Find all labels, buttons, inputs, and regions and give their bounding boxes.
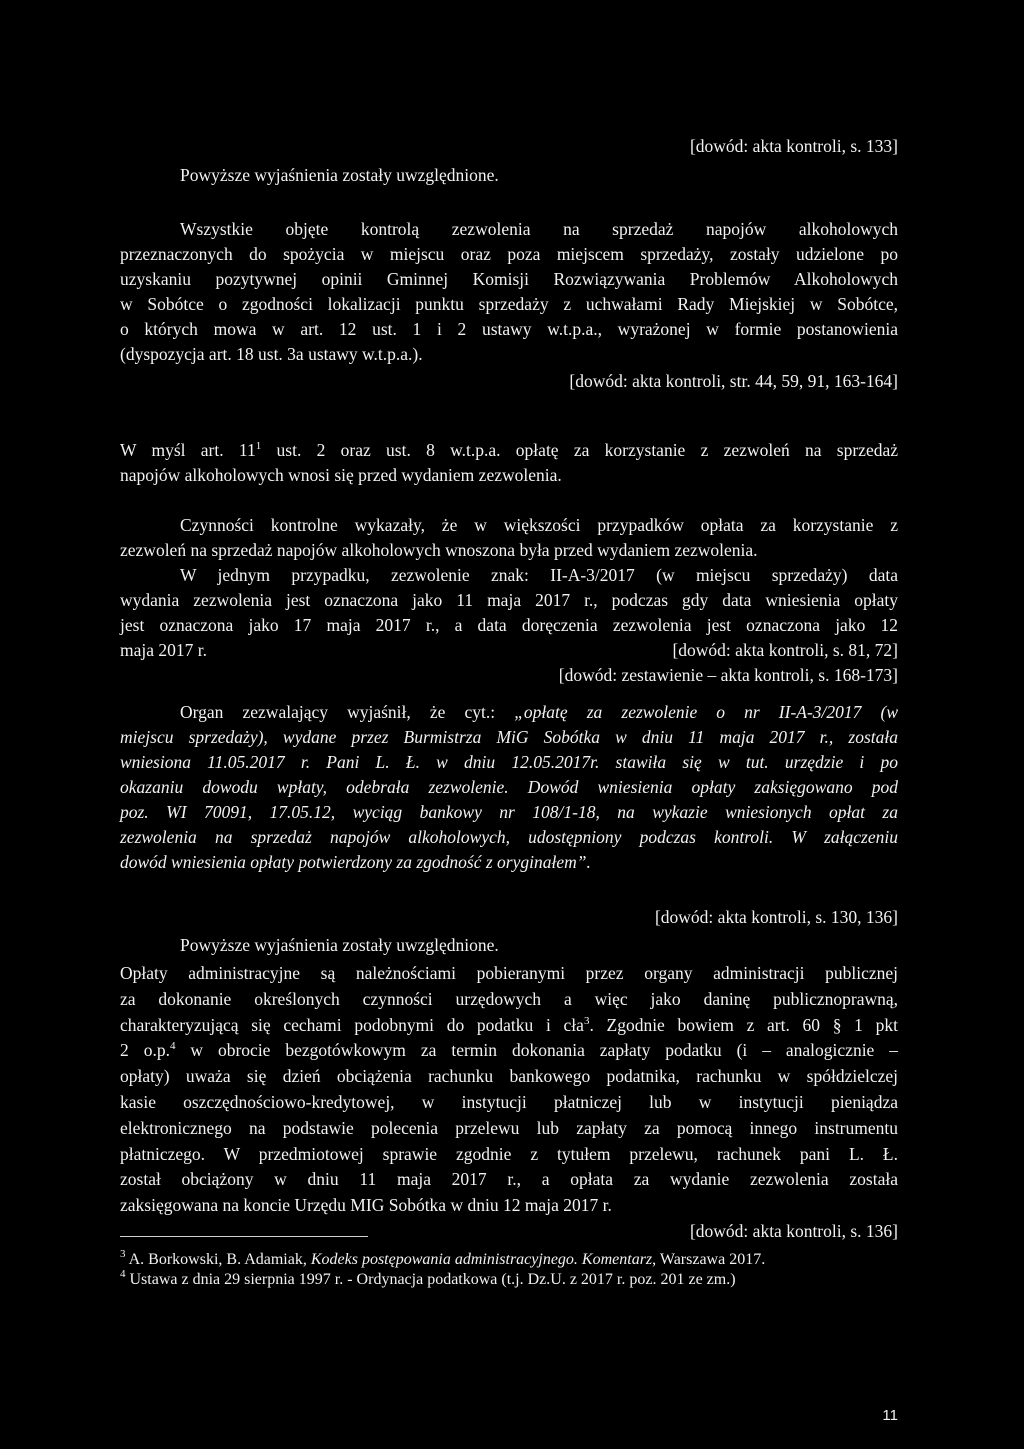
quote-line: dowód wniesienia opłaty potwierdzony za zgodność z oryginałem”.: [120, 852, 591, 872]
text-line: W jednym przypadku, zezwolenie znak: II-A-3/2017 (w miejscu sprzedaży) data: [180, 565, 898, 585]
text-line: zezwoleń na sprzedaż napojów alkoholowych wnoszona była przed wydaniem zezwolenia.: [120, 540, 758, 560]
text-line: płatniczego. W przedmiotowej sprawie zgodnie z tytułem przelewu, rachunek pani L. Ł.: [120, 1143, 898, 1164]
text-line: [120, 1038, 898, 1064]
evidence-ref: [dowód: akta kontroli, s. 133]: [689, 136, 898, 156]
quote-line: okazaniu dowodu wpłaty, odebrała zezwolenie. Dowód wniesienia opłaty zaksięgowano pod: [120, 777, 898, 797]
text-span: 2 o.p.: [120, 1040, 170, 1061]
text-line: Wszystkie objęte kontrolą zezwolenia na sprzedaż napojów alkoholowych: [180, 219, 898, 239]
footnote-number: 4: [120, 1268, 126, 1280]
quote-line: miejscu sprzedaży), wydane przez Burmistrza MiG Sobótka w dniu 11 maja 2017 r., została: [120, 727, 898, 747]
text-line: Czynności kontrolne wykazały, że w większości przypadków opłata za korzystanie z: [180, 515, 898, 535]
footnote-4: [120, 1270, 920, 1290]
text-line: wydania zezwolenia jest oznaczona jako 11 maja 2017 r., podczas gdy data wniesienia opłaty: [120, 590, 898, 610]
text-span: maja 2017 r.: [120, 640, 207, 660]
text-span: Ustawa z dnia 29 sierpnia 1997 r. - Ordynacja podatkowa (t.j. Dz.U. z 2017 r. poz. 201 ze zm.): [125, 1271, 736, 1288]
text-line: został obciążony w dniu 11 maja 2017 r., a opłata za wydanie zezwolenia została: [120, 1169, 898, 1190]
text-line: kasie oszczędnościowo-kredytowej, w instytucji płatniczej lub w instytucji pieniądza: [120, 1091, 898, 1112]
paragraph-control-findings: [120, 513, 898, 688]
text-line: za dokonanie określonych czynności urzędowych a więc jako daninę publicznoprawną,: [120, 988, 898, 1009]
explanation-accepted: Powyższe wyjaśnienia zostały uwzględnione.: [180, 935, 499, 955]
paragraph-fee-rule: [120, 438, 898, 488]
quote-span: „opłatę za zezwolenie o nr II-A-3/2017 (w: [514, 702, 899, 722]
evidence-ref: [dowód: akta kontroli, s. 81, 72]: [672, 640, 898, 660]
text-span: W myśl art. 11: [120, 440, 256, 460]
text-line: [120, 700, 898, 725]
text-line: o których mowa w art. 12 ust. 1 i 2 ustawy w.t.p.a., wyrażonej w formie postanowienia: [120, 319, 898, 339]
evidence-ref: [dowód: akta kontroli, s. 130, 136]: [654, 907, 898, 927]
text-line: jest oznaczona jako 17 maja 2017 r., a data doręczenia zezwolenia jest oznaczona jako 12: [120, 615, 898, 635]
evidence-ref: [dowód: zestawienie – akta kontroli, s. 168-173]: [558, 665, 898, 685]
text-line: zaksięgowana na koncie Urzędu MIG Sobótka w dniu 12 maja 2017 r.: [120, 1195, 612, 1216]
text-span: Organ zezwalający wyjaśnił, że cyt.:: [180, 702, 515, 722]
evidence-ref: [dowód: akta kontroli, str. 44, 59, 91, 163-164]: [569, 371, 898, 391]
quote-line: zezwolenia na sprzedaż napojów alkoholowych, udostępniony podczas kontroli. W załączeniu: [120, 827, 898, 847]
text-span: w obrocie bezgotówkowym za termin dokonania zapłaty podatku (i – analogicznie –: [175, 1040, 899, 1061]
text-line: uzyskaniu pozytywnej opinii Gminnej Komisji Rozwiązywania Problemów Alkoholowych: [120, 269, 898, 289]
quote-line: poz. WI 70091, 17.05.12, wyciąg bankowy nr 108/1-18, na wykazie wniesionych opłat za: [120, 802, 898, 822]
paragraph-admin-fees: [120, 961, 898, 1245]
text-span: . Zgodnie bowiem z art. 60 § 1 pkt: [589, 1014, 898, 1035]
evidence-ref: [dowód: akta kontroli, s. 136]: [689, 1220, 898, 1241]
text-line: Opłaty administracyjne są należnościami pobieranymi przez organy administracji publicznej: [120, 963, 898, 983]
quote-line: wniesiona 11.05.2017 r. Pani L. Ł. w dniu 12.05.2017r. stawiła się w tut. urzędzie i po: [120, 752, 898, 772]
superscript: 1: [255, 440, 262, 452]
book-title: Kodeks postępowania administracyjnego. Komentarz: [310, 1251, 653, 1268]
text-line: [120, 438, 898, 463]
text-line: [120, 638, 898, 663]
text-span: , Warszawa 2017.: [652, 1251, 766, 1268]
paragraph-permits-opinion: [120, 217, 898, 394]
text-line: opłaty) uważa się dzień obciążenia rachunku bankowego podatnika, rachunku w spółdzielczej: [120, 1066, 898, 1087]
text-line: (dyspozycja art. 18 ust. 3a ustawy w.t.p.a.).: [120, 344, 423, 364]
page-number: 11: [882, 1407, 898, 1424]
footnote-3: [120, 1250, 920, 1270]
text-line: przeznaczonych do spożycia w miejscu oraz poza miejscem sprzedaży, zostały udzielone po: [120, 244, 898, 264]
text-line: [120, 1013, 898, 1039]
footnote-marker: 4: [169, 1040, 176, 1053]
text-line: napojów alkoholowych wnosi się przed wydaniem zezwolenia.: [120, 465, 562, 485]
text-span: A. Borkowski, B. Adamiak,: [125, 1251, 311, 1268]
text-line: w Sobótce o zgodności lokalizacji punktu sprzedaży z uchwałami Rady Miejskiej w Sobótce,: [120, 294, 898, 314]
footnote-number: 3: [120, 1248, 126, 1260]
text-line: elektronicznego na podstawie polecenia przelewu lub zapłaty za pomocą innego instrumentu: [120, 1117, 898, 1138]
explanation-accepted: Powyższe wyjaśnienia zostały uwzględnione.: [180, 165, 499, 185]
footnote-marker: 3: [583, 1014, 590, 1027]
paragraph-authority-quote: [120, 700, 898, 958]
text-span: ust. 2 oraz ust. 8 w.t.p.a. opłatę za korzystanie z zezwoleń na sprzedaż: [261, 440, 899, 460]
text-span: charakteryzującą się cechami podobnymi do podatku i cła: [120, 1014, 584, 1035]
footnote-separator: [120, 1236, 368, 1237]
top-block: [120, 134, 898, 188]
